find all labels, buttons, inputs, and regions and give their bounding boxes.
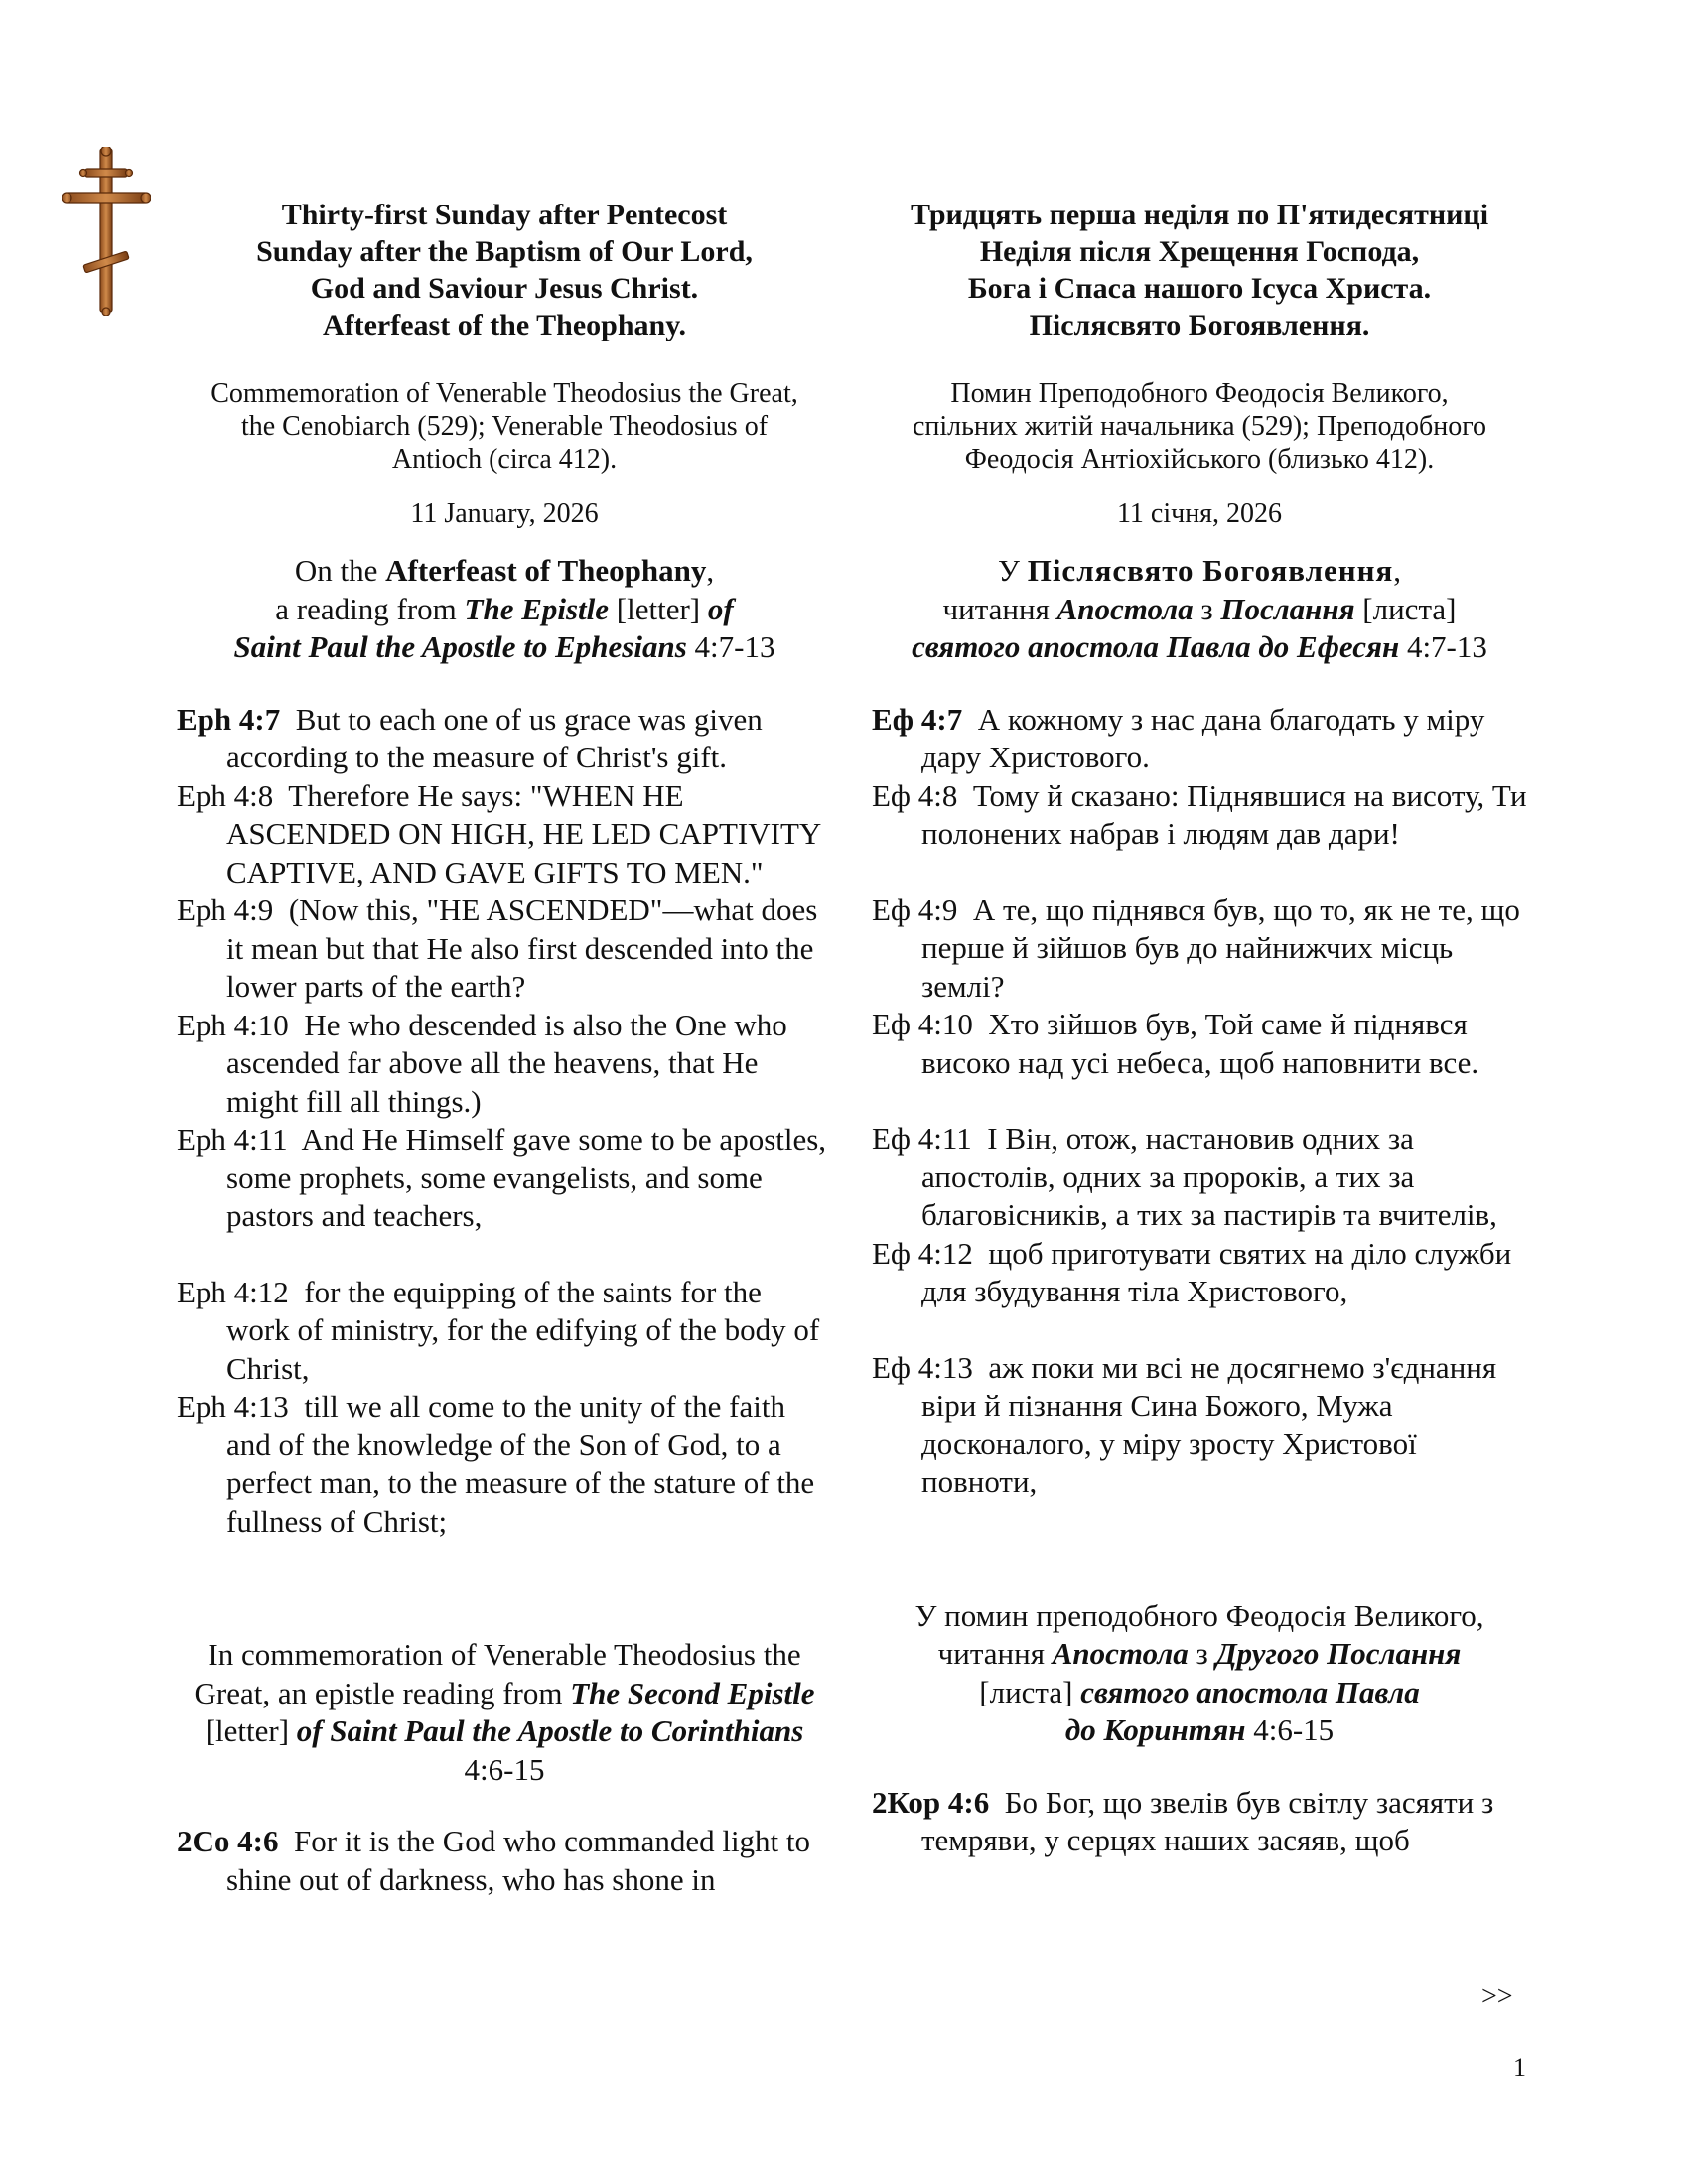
verse [872,1349,1527,1502]
verse [872,1784,1527,1860]
verse-ref: Eph 4:11 [177,1122,288,1157]
verse-text: Хто зійшов був, Той саме й піднявся високо над усі небеса, щоб наповнити все. [921,1007,1479,1080]
ukrainian-commemoration [872,377,1527,476]
apostle-word: Апостола [1056,591,1194,626]
verse [872,777,1527,854]
english-date: 11 January, 2026 [410,498,599,529]
verse-ref: 2Co 4:6 [177,1824,279,1858]
apostle-name: Saint Paul the Apostle to Ephesians [233,629,687,664]
epistle-name: The Epistle [464,591,610,626]
heading-text: з [1193,591,1221,626]
verse-ref: Eph 4:9 [177,892,274,927]
heading-text: читання [937,1636,1053,1671]
verse [872,891,1527,1007]
verse-ref: Еф 4:8 [872,777,958,813]
apostle-word: Апостола [1052,1636,1189,1671]
verse [177,1388,832,1541]
verse-text: for the equipping of the saints for the work of ministry, for the edifying of the body of Christ, [226,1274,820,1386]
verse-ref: Eph 4:7 [177,701,281,737]
verse [177,1007,832,1122]
apostle-name: of Saint Paul the Apostle to Corinthians [296,1713,804,1748]
orthodox-cross-icon [62,147,151,316]
ukrainian-second-reading-heading [872,1597,1527,1750]
verse [177,891,832,1007]
verse-ref: Eph 4:8 [177,777,274,813]
verse-text: till we all come to the unity of the faith and of the knowledge of the Son of God, to a perfect man, to the measure of the stature of the fullness of Christ; [226,1389,815,1539]
verse-range: 4:7-13 [686,629,775,664]
title-line: Неділя після Хрещення Господа, [979,235,1420,268]
commemoration-line: Commemoration of Venerable Theodosius the Great, [211,378,798,409]
title-line: Бога і Спаса нашого Ісуса Христа. [967,272,1432,305]
apostle-name: до Коринтян [1064,1712,1246,1747]
title-line: God and Saviour Jesus Christ. [310,272,699,305]
english-title [177,197,832,343]
verse [177,1274,832,1389]
verse-text: Therefore He says: "WHEN HE ASCENDED ON HIGH, HE LED CAPTIVITY CAPTIVE, AND GAVE GIFTS TO MEN." [226,777,821,889]
ukrainian-column [872,197,1527,1860]
verse-text: Бо Бог, що звелів був світлу засяяти з темряви, у серцях наших засяяв, щоб [921,1784,1494,1857]
commemoration-line: Antioch (circa 412). [391,444,618,475]
verse-ref: Еф 4:7 [872,701,963,737]
commemoration-line: Помин Преподобного Феодосія Великого, [950,378,1449,409]
verse-ref: Eph 4:10 [177,1007,289,1042]
verse [872,701,1527,777]
verse [177,1121,832,1236]
heading-text: [letter] [609,591,708,626]
continue-marker: >> [1481,1981,1513,2012]
verse-text: аж поки ми всі не досягнемо з'єднання віри й пізнання Сина Божого, Мужа досконалого, у міру зросту Христової повноти, [921,1349,1497,1499]
heading-text: У помин преподобного Феодосія Великого, [914,1597,1484,1633]
verse-text: He who descended is also the One who ascended far above all the heavens, that He might fill all things.) [226,1007,787,1119]
title-line: Sunday after the Baptism of Our Lord, [256,235,753,268]
heading-text: [листа] [979,1674,1081,1709]
heading-text: of [707,591,734,626]
english-reading-heading [177,552,832,667]
verse [872,1235,1527,1311]
english-column [177,197,832,1899]
commemoration-line: спільних житій начальника (529); Преподобного [912,411,1487,442]
verse-text: But to each one of us grace was given according to the measure of Christ's gift. [226,701,763,774]
verse-range: 4:7-13 [1399,629,1487,664]
heading-text: [letter] [205,1713,297,1748]
verse-ref: Еф 4:10 [872,1007,973,1041]
verse-text: А кожному з нас дана благодать у міру дару Христового. [921,701,1485,774]
heading-text: [листа] [1354,591,1457,626]
page-number: 1 [1513,2053,1526,2082]
ukrainian-verses [872,701,1527,1502]
epistle-name: Другого Послання [1215,1636,1462,1671]
verse [177,777,832,892]
verse-ref: Еф 4:12 [872,1235,973,1271]
heading-text: , [706,553,715,588]
english-commemoration [177,377,832,476]
apostle-name: святого апостола Павла до Ефесян [912,629,1400,664]
heading-text: a reading from [275,591,465,626]
verse [872,1006,1527,1082]
verse-text: (Now this, "HE ASCENDED"—what does it mean but that He also first descended into the lower parts of the earth? [226,892,818,1004]
heading-text: In commemoration of Venerable Theodosius the Great, an epistle reading from [194,1637,801,1710]
verse-ref: Еф 4:9 [872,891,958,927]
ukrainian-date: 11 січня, 2026 [1116,498,1283,529]
heading-text: У [998,553,1028,588]
verse [872,1120,1527,1235]
verse-text: І Він, отож, настановив одних за апостолів, одних за пророків, а тих за благовісників, а тих за пастирів та вчителів, [921,1121,1497,1232]
english-second-reading-heading [177,1636,832,1789]
heading-text: , [1393,553,1401,588]
verse-ref: Еф 4:11 [872,1121,972,1156]
epistle-name: Послання [1220,591,1355,626]
verse-text: А те, що піднявся був, що то, як не те, що перше й зійшов був до найнижчих місць землі? [921,891,1520,1004]
ukrainian-title [872,197,1527,343]
feast-name: Afterfeast of Theophany [385,553,707,588]
verse-range: 4:6-15 [1245,1712,1335,1747]
verse-ref: Eph 4:12 [177,1274,289,1309]
english-verses [177,701,832,1542]
epistle-name: The Second Epistle [570,1675,815,1710]
verse-ref: Eph 4:13 [177,1389,289,1424]
verse-text: And He Himself gave some to be apostles, some prophets, some evangelists, and some pastors and teachers, [226,1122,827,1233]
verse-text: Тому й сказано: Піднявшися на висоту, Ти полонених набрав і людям дав дари! [921,777,1527,851]
heading-text: читання [942,591,1057,626]
ukrainian-reading-heading [872,552,1527,667]
commemoration-line: Феодосія Антіохійського (близько 412). [964,444,1435,475]
heading-text: з [1188,1636,1216,1671]
verse-text: щоб приготувати святих на діло служби для збудування тіла Христового, [921,1235,1512,1308]
commemoration-line: the Cenobiarch (529); Venerable Theodosius of [240,411,769,442]
apostle-name: святого апостола Павла [1080,1674,1420,1709]
verse [177,701,832,777]
heading-text: On the [294,553,386,588]
title-line: Thirty-first Sunday after Pentecost [281,199,728,231]
verse [177,1823,832,1899]
feast-name: Післясвято Богоявлення [1027,553,1394,588]
verse-ref: Еф 4:13 [872,1349,973,1385]
verse-text: For it is the God who commanded light to shine out of darkness, who has shone in [226,1824,811,1897]
title-line: Тридцять перша неділя по П'ятидесятниці [910,199,1489,231]
title-line: Afterfeast of the Theophany. [322,309,687,341]
verse-ref: 2Кор 4:6 [872,1784,990,1820]
verse-range: 4:6-15 [464,1751,545,1787]
title-line: Післясвято Богоявлення. [1029,309,1370,341]
